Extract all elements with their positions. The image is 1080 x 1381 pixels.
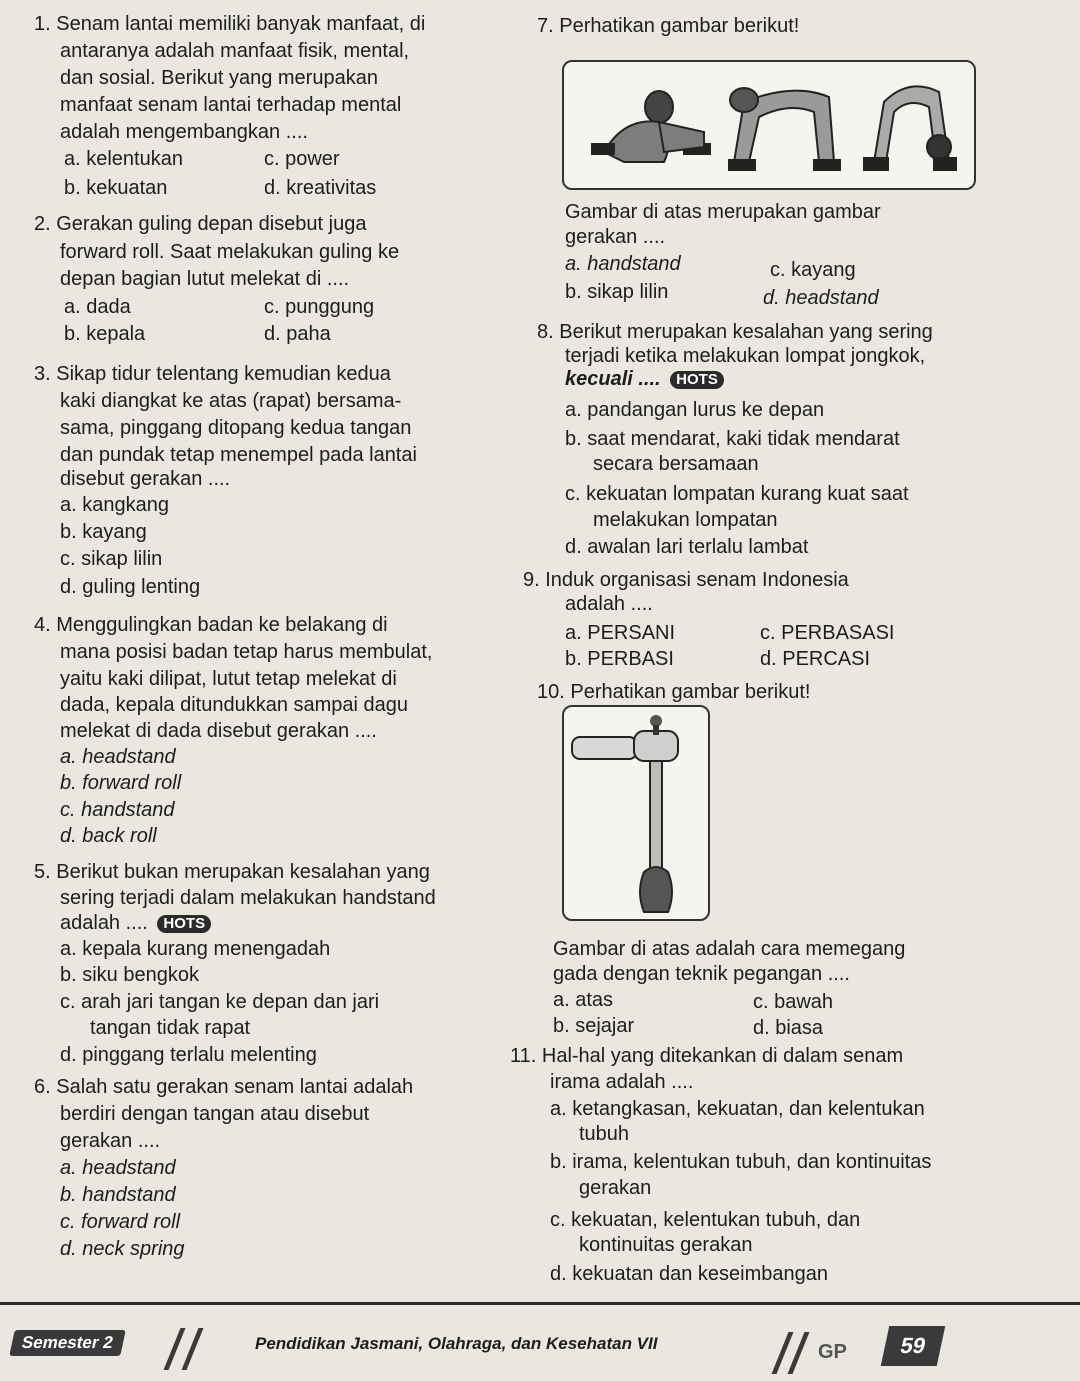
q3-option-a: a. kangkang [60,494,169,516]
q3-option-c: c. sikap lilin [60,548,163,570]
q9-option-d: d. PERCASI [760,648,871,670]
q1-line-5: adalah mengembangkan .... [60,121,308,143]
q6-option-d: d. neck spring [60,1238,185,1260]
q8-option-b: b. saat mendarat, kaki tidak mendarat [565,428,900,450]
q6-option-b: b. handstand [60,1184,176,1206]
publisher-logo: GP [818,1341,847,1363]
q7-option-a: a. handstand [565,253,681,275]
q10-title: 10. Perhatikan gambar berikut! [537,681,811,703]
q8-option-b-cont: secara bersamaan [593,453,759,475]
q8-stem-end: kecuali .... [565,368,661,390]
q1-line-3: dan sosial. Berikut yang merupakan [60,67,378,89]
q5-option-a: a. kepala kurang menengadah [60,938,331,960]
q10-figure [562,705,710,921]
club-grip-illustration [564,707,708,919]
q6-line-3: gerakan .... [60,1130,161,1152]
q3-line-4: dan pundak tetap menempel pada lantai [60,444,417,466]
q11-option-c: c. kekuatan, kelentukan tubuh, dan [550,1209,861,1231]
q4-line-5: melekat di dada disebut gerakan .... [60,720,377,742]
q3-line-5: disebut gerakan .... [60,468,231,490]
q9-option-c: c. PERBASASI [760,622,895,644]
q11-option-a: a. ketangkasan, kekuatan, dan kelentukan [550,1098,925,1120]
q4-option-d: d. back roll [60,825,157,847]
q2-option-b: b. kepala [64,323,146,345]
q10-option-a: a. atas [553,989,614,1011]
q7-option-b: b. sikap lilin [565,281,669,303]
q8-line-3 [565,367,724,391]
q7-line-2: gerakan .... [565,226,666,248]
q11-line-2: irama adalah .... [550,1071,694,1093]
q8-line-1: 8. Berikut merupakan kesalahan yang sering [537,321,933,343]
footer-divider [0,1302,1080,1305]
q6-line-1: 6. Salah satu gerakan senam lantai adalah [34,1076,414,1098]
q3-line-2: kaki diangkat ke atas (rapat) bersama- [60,390,402,412]
q1-option-b: b. kekuatan [64,177,168,199]
q11-option-b: b. irama, kelentukan tubuh, dan kontinuitas [550,1151,932,1173]
decor-slash [164,1328,186,1370]
q7-title: 7. Perhatikan gambar berikut! [537,15,800,37]
hots-badge: HOTS [157,915,211,933]
q2-line-2: forward roll. Saat melakukan guling ke [60,241,400,263]
q1-option-d: d. kreativitas [264,177,377,199]
q5-option-c: c. arah jari tangan ke depan dan jari [60,991,380,1013]
q8-option-d: d. awalan lari terlalu lambat [565,536,809,558]
q8-option-c: c. kekuatan lompatan kurang kuat saat [565,483,909,505]
decor-slash [182,1328,204,1370]
q6-option-a: a. headstand [60,1157,176,1179]
q11-option-d: d. kekuatan dan keseimbangan [550,1263,828,1285]
q11-option-a-cont: tubuh [579,1123,630,1145]
q10-option-b: b. sejajar [553,1015,635,1037]
q2-line-3: depan bagian lutut melekat di .... [60,268,350,290]
page-number: 59 [881,1326,946,1366]
q9-option-a: a. PERSANI [565,622,676,644]
q4-line-2: mana posisi badan tetap harus membulat, [60,641,433,663]
q4-line-3: yaitu kaki dilipat, lutut tetap melekat di [60,668,397,690]
q10-option-c: c. bawah [753,991,834,1013]
q7-option-d: d. headstand [763,287,879,309]
q9-line-1: 9. Induk organisasi senam Indonesia [523,569,849,591]
q8-option-a: a. pandangan lurus ke depan [565,399,825,421]
q2-option-a: a. dada [64,296,131,318]
q7-option-c: c. kayang [770,259,856,281]
book-title: Pendidikan Jasmani, Olahraga, dan Kesehatan VII [255,1334,658,1353]
q6-line-2: berdiri dengan tangan atau disebut [60,1103,370,1125]
q10-line-2: gada dengan teknik pegangan .... [553,963,850,985]
q9-option-b: b. PERBASI [565,648,674,670]
q1-option-c: c. power [264,148,340,170]
semester-badge: Semester 2 [9,1330,125,1356]
q2-option-d: d. paha [264,323,331,345]
q1-line-1: 1. Senam lantai memiliki banyak manfaat, di [34,13,426,35]
q11-option-c-cont: kontinuitas gerakan [579,1234,753,1256]
q3-option-b: b. kayang [60,521,147,543]
hots-badge: HOTS [670,371,724,389]
q4-option-a: a. headstand [60,746,176,768]
q6-option-c: c. forward roll [60,1211,181,1233]
q8-option-c-cont: melakukan lompatan [593,509,778,531]
q2-line-1: 2. Gerakan guling depan disebut juga [34,213,367,235]
q3-line-3: sama, pinggang ditopang kedua tangan [60,417,412,439]
q5-stem-end: adalah .... [60,912,148,934]
q11-option-b-cont: gerakan [579,1177,652,1199]
q11-line-1: 11. Hal-hal yang ditekankan di dalam senam [510,1045,904,1067]
q10-line-1: Gambar di atas adalah cara memegang [553,938,906,960]
q5-line-2: sering terjadi dalam melakukan handstand [60,887,436,909]
q8-line-2: terjadi ketika melakukan lompat jongkok, [565,345,926,367]
q1-option-a: a. kelentukan [64,148,183,170]
q7-figure [562,60,976,190]
q5-option-b: b. siku bengkok [60,964,199,986]
q3-line-1: 3. Sikap tidur telentang kemudian kedua [34,363,391,385]
q4-option-b: b. forward roll [60,772,182,794]
q2-option-c: c. punggung [264,296,375,318]
q7-line-1: Gambar di atas merupakan gambar [565,201,881,223]
q5-option-d: d. pinggang terlalu melenting [60,1044,317,1066]
q1-line-4: manfaat senam lantai terhadap mental [60,94,402,116]
gymnast-sequence-illustration [564,62,974,188]
q3-option-d: d. guling lenting [60,576,201,598]
q5-line-3 [60,911,211,935]
q1-line-2: antaranya adalah manfaat fisik, mental, [60,40,410,62]
q5-line-1: 5. Berikut bukan merupakan kesalahan yang [34,861,430,883]
q5-option-c-cont: tangan tidak rapat [90,1017,251,1039]
q4-line-1: 4. Menggulingkan badan ke belakang di [34,614,388,636]
q10-option-d: d. biasa [753,1017,824,1039]
q9-line-2: adalah .... [565,593,653,615]
q4-line-4: dada, kepala ditundukkan sampai dagu [60,694,409,716]
q4-option-c: c. handstand [60,799,175,821]
